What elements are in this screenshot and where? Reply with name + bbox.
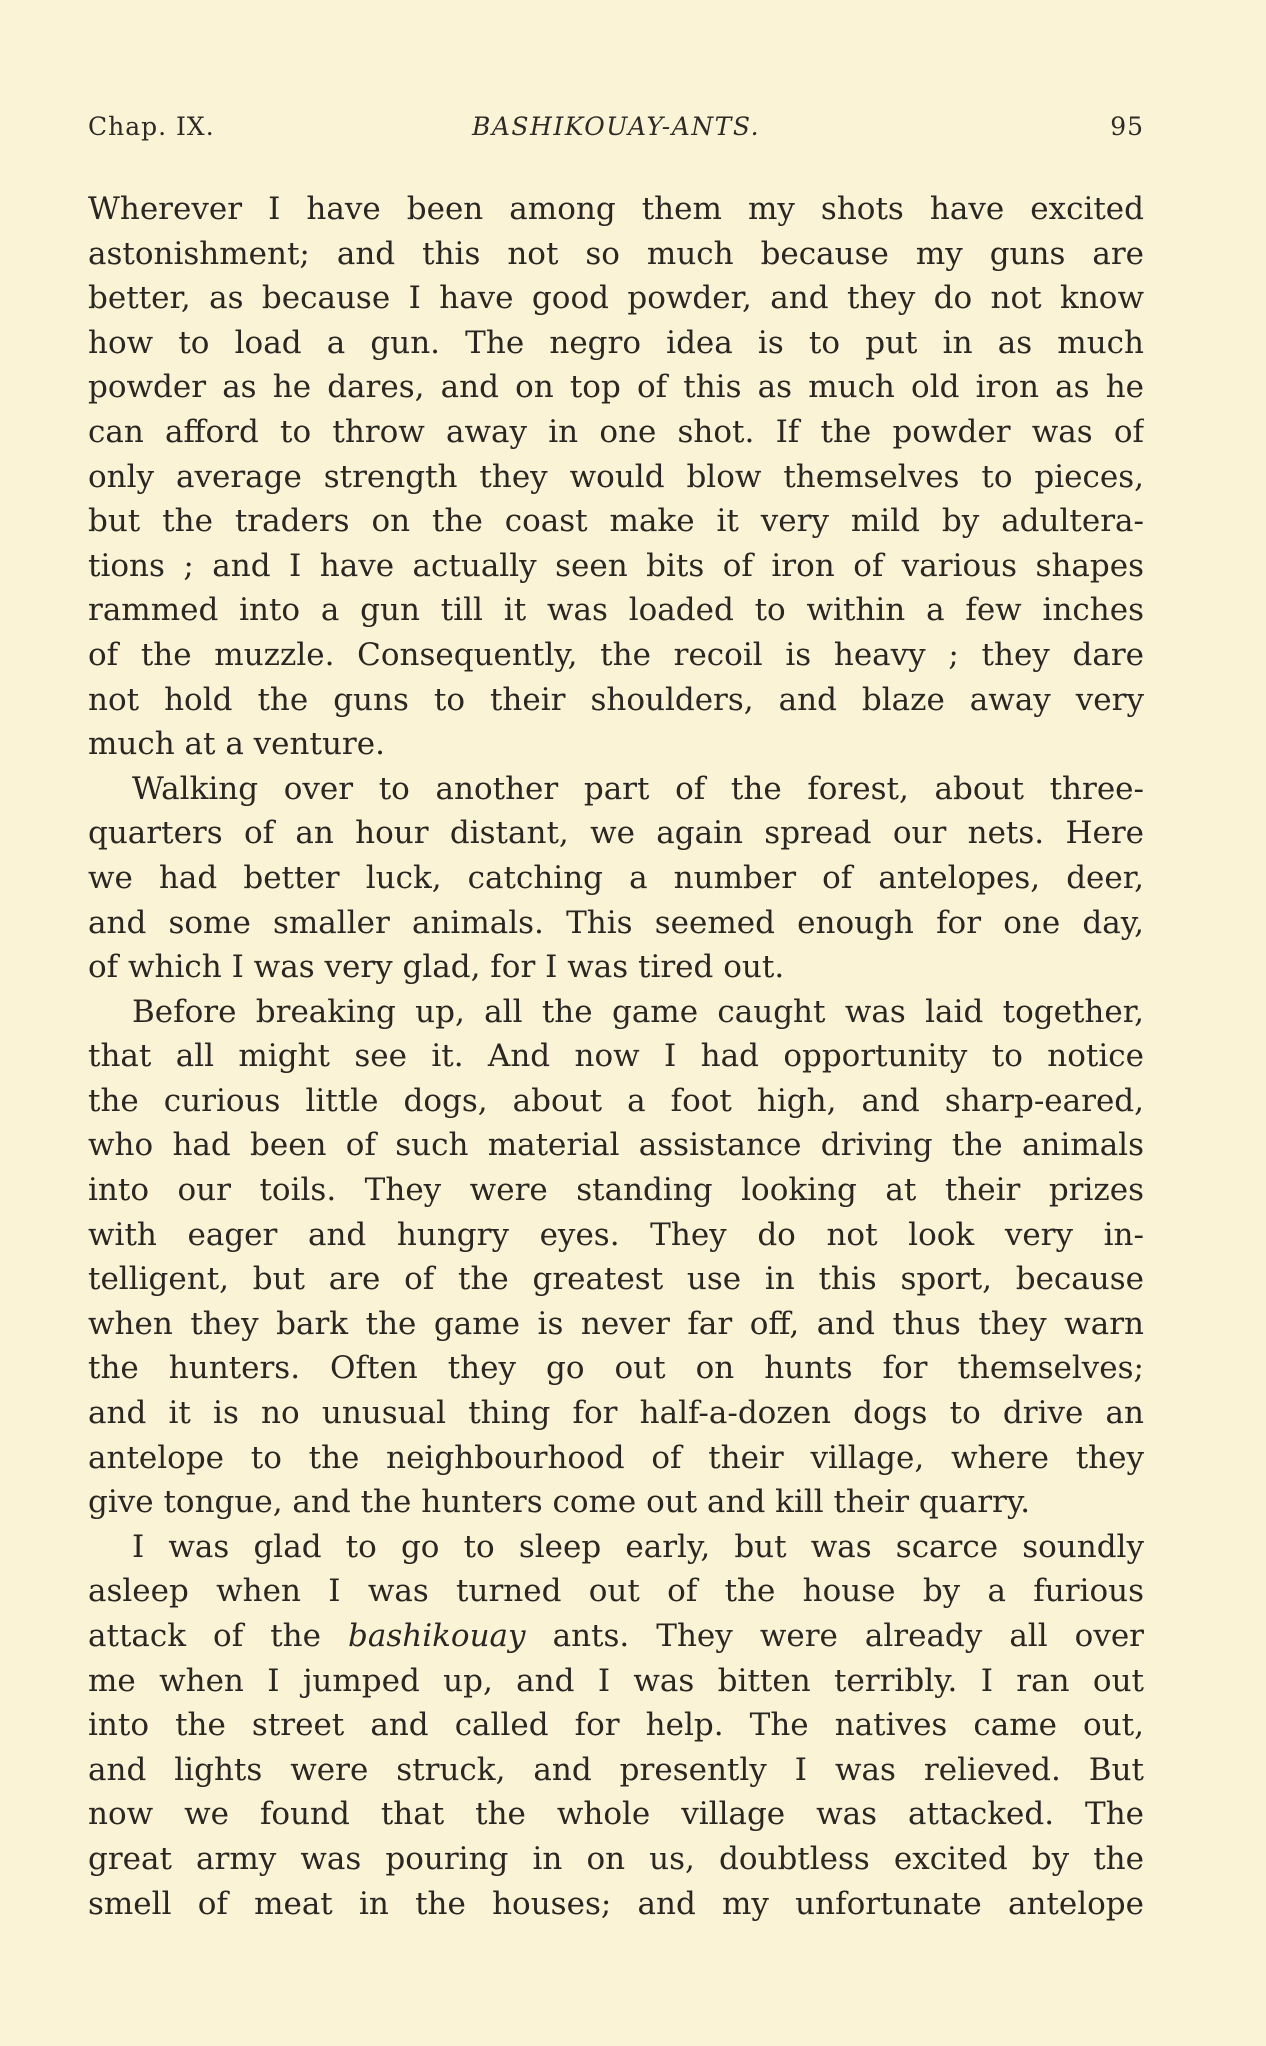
text-line: great army was pouring in on us, doubtless excited by the — [88, 1840, 1144, 1877]
text-fragment: attack of the — [88, 1618, 321, 1654]
text-line: only average strength they would blow themselves to pieces, — [88, 458, 1144, 495]
text-line: Walking over to another part of the forest, about three- — [132, 770, 1144, 807]
text-line: and it is no unusual thing for half-a-dozen dogs to drive an — [88, 1395, 1144, 1432]
text-line: with eager and hungry eyes. They do not look very in- — [88, 1216, 1144, 1253]
text-line: better, as because I have good powder, and they do not know — [88, 280, 1144, 317]
text-line: Wherever I have been among them my shots have excited — [88, 191, 1144, 227]
text-line: into our toils. They were standing looking at their prizes — [88, 1172, 1144, 1209]
text-line: rammed into a gun till it was loaded to within a few inches — [88, 592, 1144, 629]
chapter-title: BASHIKOUAY-ANTS. — [471, 112, 761, 141]
text-fragment: ants. They were already all over — [552, 1618, 1144, 1654]
text-line: now we found that the whole village was attacked. The — [88, 1796, 1144, 1833]
italic-term: bashikouay — [348, 1618, 526, 1654]
text-line: and lights were struck, and presently I was relieved. But — [88, 1751, 1144, 1788]
text-line: much at a venture. — [88, 726, 385, 763]
running-head — [88, 112, 1144, 152]
text-line: give tongue, and the hunters come out and kill their quarry. — [88, 1484, 1031, 1521]
text-line: me when I jumped up, and I was bitten terribly. I ran out — [88, 1662, 1144, 1699]
text-line: quarters of an hour distant, we again spread our nets. Here — [88, 815, 1144, 852]
text-line: antelope to the neighbourhood of their village, where they — [88, 1439, 1144, 1476]
chapter-label: Chap. IX. — [88, 112, 215, 141]
text-line: not hold the guns to their shoulders, and blaze away very — [88, 681, 1144, 718]
text-line: powder as he dares, and on top of this as much old iron as he — [88, 369, 1144, 406]
text-line: we had better luck, catching a number of antelopes, deer, — [88, 859, 1144, 896]
text-line: into the street and called for help. The natives came out, — [88, 1707, 1144, 1744]
text-line: the curious little dogs, about a foot high, and sharp-eared, — [88, 1082, 1144, 1119]
text-line: of which I was very glad, for I was tired out. — [88, 949, 785, 986]
text-line: and some smaller animals. This seemed enough for one day, — [88, 904, 1144, 941]
text-line: Before breaking up, all the game caught was laid together, — [132, 993, 1144, 1030]
body-text — [88, 187, 1144, 1926]
page-number: 95 — [1110, 112, 1144, 141]
text-line: of the muzzle. Consequently, the recoil is heavy ; they dare — [88, 636, 1144, 673]
text-line: the hunters. Often they go out on hunts for themselves; — [88, 1350, 1144, 1387]
text-line: smell of meat in the houses; and my unfortunate antelope — [88, 1885, 1144, 1922]
text-line: I was glad to go to sleep early, but was scarce soundly — [132, 1528, 1144, 1565]
text-line: but the traders on the coast make it very mild by adultera- — [88, 503, 1144, 540]
text-line: can afford to throw away in one shot. If the powder was of — [88, 413, 1144, 450]
text-line: that all might see it. And now I had opportunity to notice — [88, 1038, 1144, 1075]
text-line-with-italic — [88, 1614, 1144, 1659]
text-line: tions ; and I have actually seen bits of iron of various shapes — [88, 547, 1144, 584]
text-line: asleep when I was turned out of the house by a furious — [88, 1573, 1144, 1610]
text-line: who had been of such material assistance driving the animals — [88, 1127, 1144, 1164]
text-line: astonishment; and this not so much because my guns are — [88, 235, 1144, 272]
text-line: telligent, but are of the greatest use in this sport, because — [88, 1261, 1144, 1298]
text-line: how to load a gun. The negro idea is to put in as much — [88, 324, 1144, 361]
text-line: when they bark the game is never far off, and thus they warn — [88, 1305, 1144, 1342]
